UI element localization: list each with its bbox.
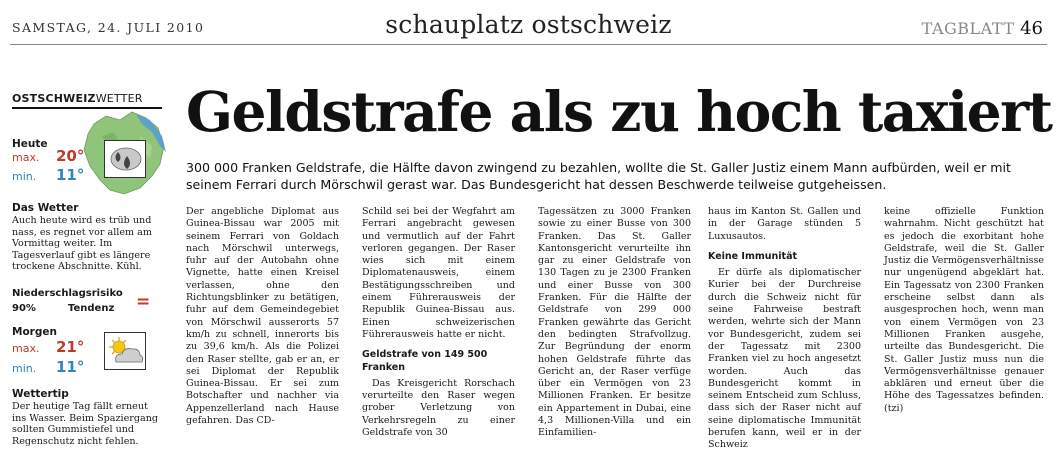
- page-number: 46: [1020, 18, 1043, 39]
- weather-text: Auch heute wird es trüb und nass, es regnet vor allem am Vormittag weiter. Im Tagesverlauf gibt es längere trockene Abschnitte. Kühl.: [12, 215, 152, 273]
- weather-title: [12, 92, 143, 105]
- column-1-text: Der angebliche Diplomat aus Guinea-Bissau war 2005 mit seinem Ferrari von Goldach nach Mörschwil unterwegs, fuhr auf der Autobahn ohne Vignette, hatte einen Kreisel verlassen, ohne den Richtungsblinker zu betätigen, fuhr auf dem Gemeindegebiet von Mörschwil ausserorts 57 km/h zu schnell, innerorts bis zu 39,6 km/h. Als die Polizei den Raser stellte, gab er an, er sei Diplomat der Republik Guinea-Bissau. Er sei zum Botschafter und nachher via Appenzellerland nach Hause gefahren. Das CD-: [186, 206, 339, 427]
- header-rule: [10, 44, 1047, 45]
- article-column-1: [186, 206, 339, 427]
- weather-title-rest: WETTER: [95, 92, 143, 105]
- today-min-value: 11°: [56, 166, 85, 184]
- tomorrow-max-label: max.: [12, 342, 40, 355]
- tomorrow-max-value: 21°: [56, 338, 85, 356]
- article-column-3: [538, 206, 691, 440]
- today-min-label: min.: [12, 170, 37, 183]
- article-body: [186, 206, 1046, 451]
- tomorrow-min-label: min.: [12, 362, 37, 375]
- article-column-2: [362, 206, 515, 439]
- today-label: Heute: [12, 138, 48, 150]
- weather-heading: Das Wetter: [12, 202, 79, 214]
- article-headline: Geldstrafe als zu hoch taxiert: [186, 79, 1052, 144]
- tip-text: Der heutige Tag fällt erneut ins Wasser. Beim Spaziergang sollten Gummistiefel und Regenschutz nicht fehlen.: [12, 401, 159, 447]
- column-2-text-a: Schild sei bei der Wegfahrt am Ferrari angebracht gewesen und vermutlich auf der Fahrt verloren gegangen. Der Raser wies sich mit einem Diplomatenausweis, einem Bestätigungsschreiben und einem Führerausweis der Republik Guinea-Bissau aus. Einen schweizerischen Führerausweis hatte er nicht.: [362, 206, 515, 340]
- article-column-4: [708, 206, 861, 452]
- sun-behind-cloud-icon: [104, 332, 146, 370]
- publication-name: [922, 18, 1043, 39]
- trend-label: Tendenz: [68, 303, 115, 314]
- precip-label: Niederschlagsrisiko: [12, 288, 123, 299]
- publication-label: TAGBLATT: [921, 19, 1015, 38]
- subheading-immunity: Keine Immunität: [708, 250, 798, 262]
- column-2-text-b: Das Kreisgericht Rorschach verurteilte den Raser wegen grober Verletzung von Verkehrsregeln zu einer Geldstrafe von 30: [362, 377, 515, 439]
- today-max-label: max.: [12, 151, 40, 164]
- issue-date: SAMSTAG, 24. JULI 2010: [12, 20, 205, 35]
- trend-symbol: =: [136, 292, 151, 312]
- subheading-fine: Geldstrafe von 149 500 Franken: [362, 349, 488, 373]
- article-lead: 300 000 Franken Geldstrafe, die Hälfte davon zwingend zu bezahlen, wollte die St. Galler Justiz einem Mann aufbürden, weil er mit seinem Ferrari durch Mörschwil gerast war. Das Bundesgericht hat dessen Beschwerde teilweise gutgeheissen.: [186, 160, 1011, 192]
- tomorrow-min-value: 11°: [56, 358, 85, 376]
- column-4-text-b: Er dürfe als diplomatischer Kurier bei der Durchreise durch die Schweiz nicht für seine Fahrweise bestraft werden, wehrte sich der Mann vor Bundesgericht, zudem sei der Tagessatz mit 2300 Franken viel zu hoch angesetzt worden. Auch das Bundesgericht kommt in seinem Entscheid zum Schluss, dass sich der Raser nicht auf seine diplomatische Immunität berufen kann, weil er in der Schweiz: [708, 267, 861, 451]
- tip-heading: Wettertip: [12, 388, 69, 400]
- weather-title-bold: OSTSCHWEIZ: [12, 92, 96, 105]
- column-4-text-a: haus im Kanton St. Gallen und in der Garage stünden 5 Luxusautos.: [708, 206, 861, 242]
- article-column-5: [884, 206, 1044, 415]
- rain-cloud-icon: [104, 140, 146, 178]
- column-3-text: Tagessätzen zu 3000 Franken sowie zu einer Busse von 300 Franken. Das St. Galler Kantonsgericht verurteilte ihn gar zu einer Geldstrafe von 130 Tagen zu je 2300 Franken und einer Busse von 300 Franken. Für die Hälfte der Geldstrafe von 299 000 Franken gewährte das Gericht den bedingten Strafvollzug. Zur Begründung der enorm hohen Geldstrafe führte das Gericht an, der Raser verfüge über ein Vermögen von 23 Millionen Franken. Er besitze ein Appartement in Dubai, eine 4,3 Millionen-Villa und ein Einfamilien-: [538, 206, 691, 439]
- section-title: schauplatz ostschweiz: [385, 10, 672, 39]
- today-max-value: 20°: [56, 147, 85, 165]
- page-header: [0, 0, 1057, 40]
- tomorrow-label: Morgen: [12, 326, 57, 338]
- weather-box: [12, 92, 164, 447]
- column-5-text: keine offizielle Funktion wahrnahm. Nicht geschützt hat es jedoch die exorbitant hohe Geldstrafe, weil die St. Galler Justiz die Vermögensverhältnisse nur ungenügend abgeklärt hat. Ein Tagessatz von 2300 Franken erscheine selbst dann als ausgesprochen hoch, wenn man von einem Vermögen von 23 Millionen Franken ausgehe, urteilte das Bundesgericht. Die St. Galler Justiz muss nun die Vermögensverhältnisse genauer abklären und erneut über die Höhe des Tagessatzes befinden. (tzi): [884, 206, 1044, 414]
- precip-value: 90%: [12, 303, 36, 314]
